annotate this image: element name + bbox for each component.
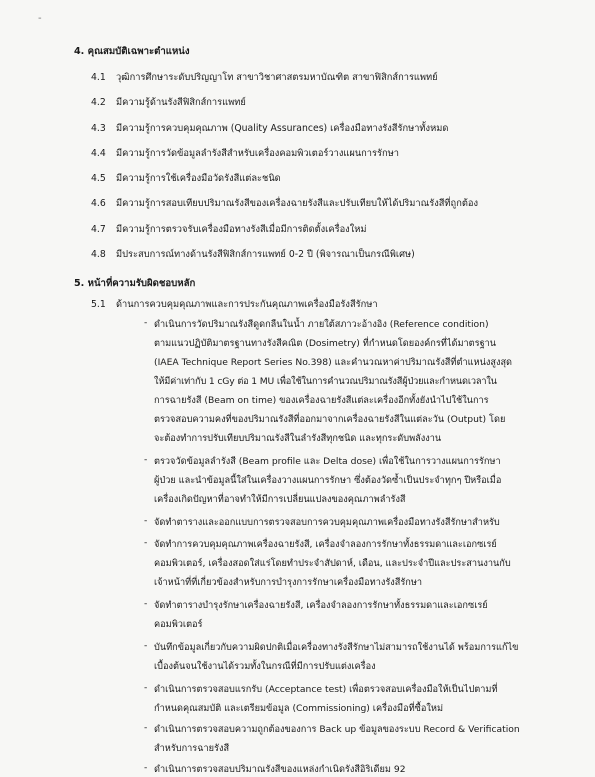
text-line: การฉายรังสี (Beam on time) ของเครื่องฉายรังสีแต่ละเครื่องอีกทั้งยังนำไปใช้ในการ — [154, 395, 489, 406]
bullet-1: - — [144, 317, 148, 328]
item-4-5: 4.5 มีความรู้การใช้เครื่องมือวัดรังสีแต่ละชนิด — [91, 173, 281, 184]
text-line: ตรวจวัดข้อมูลลำรังสี (Beam profile และ Delta dose) เพื่อใช้ในการวางแผนการรักษา — [154, 456, 501, 467]
bullet-3: - — [144, 515, 148, 526]
text-line: จัดทำตารางบำรุงรักษาเครื่องฉายรังสี, เครื่องจำลองการรักษาทั้งธรรมดาและเอกซเรย์ — [154, 600, 488, 611]
section-5-heading: 5. หน้าที่ความรับผิดชอบหลัก — [74, 278, 196, 289]
bullet-4: - — [144, 537, 148, 548]
bullet-6: - — [144, 640, 148, 651]
item-5-1: 5.1 ด้านการควบคุมคุณภาพและการประกันคุณภาพเครื่องมือรังสีรักษา — [91, 299, 378, 310]
text-line: จัดทำการควบคุมคุณภาพเครื่องฉายรังสี, เครื่องจำลองการรักษาทั้งธรรมดาและเอกซเรย์ — [154, 539, 497, 550]
text-line: ดำเนินการตรวจสอบแรกรับ (Acceptance test) เพื่อตรวจสอบเครื่องมือให้เป็นไปตามที่ — [154, 684, 498, 695]
text-line: ตรวจสอบความคงที่ของปริมาณรังสีที่ออกมาจากเครื่องฉายรังสีในแต่ละวัน (Output) โดย — [154, 414, 506, 425]
corner-mark: - — [38, 13, 42, 24]
text-line: ให้มีค่าเท่ากับ 1 cGy ต่อ 1 MU เพื่อใช้ในการคำนวณปริมาณรังสีผู้ป่วยและกำหนดเวลาใน — [154, 376, 497, 387]
text-line: (IAEA Technique Report Series No.398) และคำนวณหาค่าปริมาณรังสีที่ตำแหน่งสูงสุด — [154, 357, 513, 368]
item-4-1: 4.1 วุฒิการศึกษาระดับปริญญาโท สาขาวิชาศาสตรมหาบัณฑิต สาขาฟิสิกส์การแพทย์ — [91, 72, 438, 83]
bullet-5: - — [144, 598, 148, 609]
bullet-2: - — [144, 454, 148, 465]
text-line: ผู้ป่วย และนำข้อมูลนี้ใส่ในเครื่องวางแผนการรักษา ซึ่งต้องวัดซ้ำเป็นประจำทุกๆ ปีหรือเมื่อ — [154, 475, 502, 486]
text-line: สำหรับการฉายรังสี — [154, 743, 230, 754]
text-line: ดำเนินการวัดปริมาณรังสีดูดกลืนในน้ำ ภายใต้สภาวะอ้างอิง (Reference condition) — [154, 319, 489, 330]
text-line: จะต้องทำการปรับเทียบปริมาณรังสีในลำรังสีทุกชนิด และทุกระดับพลังงาน — [154, 433, 442, 444]
text-line: เบื้องต้นจนใช้งานได้รวมทั้งในกรณีที่มีการปรับแต่งเครื่อง — [154, 661, 376, 672]
section-4-heading: 4. คุณสมบัติเฉพาะตำแหน่ง — [74, 46, 190, 57]
item-4-6: 4.6 มีความรู้การสอบเทียบปริมาณรังสีของเครื่องฉายรังสีและปรับเทียบให้ได้ปริมาณรังสีที่ถูกต้อง — [91, 198, 478, 209]
item-4-2: 4.2 มีความรู้ด้านรังสีฟิสิกส์การแพทย์ — [91, 97, 246, 108]
text-line: กำหนดคุณสมบัติ และเตรียมข้อมูล (Commissioning) เครื่องมือที่ซื้อใหม่ — [154, 703, 444, 714]
text-line: บันทึกข้อมูลเกี่ยวกับความผิดปกติเมื่อเครื่องทางรังสีรักษาไม่สามารถใช้งานได้ พร้อมการแก้ไข — [154, 642, 519, 653]
text-line: จัดทำตารางและออกแบบการตรวจสอบการควบคุมคุณภาพเครื่องมือทางรังสีรักษาสำหรับ — [154, 517, 500, 528]
bullet-7: - — [144, 682, 148, 693]
item-4-7: 4.7 มีความรู้การตรวจรับเครื่องมือทางรังสีเมื่อมีการติดตั้งเครื่องใหม่ — [91, 224, 367, 235]
bullet-8: - — [144, 722, 148, 733]
text-line: เจ้าหน้าที่ที่เกี่ยวข้องสำหรับการบำรุงการรักษาเครื่องมือทางรังสีรักษา — [154, 577, 423, 588]
text-line: ดำเนินการตรวจสอบความถูกต้องของการ Back up ข้อมูลของระบบ Record & Verification — [154, 724, 520, 735]
item-4-4: 4.4 มีความรู้การวัดข้อมูลลำรังสีสำหรับเครื่องคอมพิวเตอร์วางแผนการรักษา — [91, 148, 399, 159]
item-4-3: 4.3 มีความรู้การควบคุมคุณภาพ (Quality Assurances) เครื่องมือทางรังสีรักษาทั้งหมด — [91, 123, 449, 134]
bullet-9: - — [144, 762, 148, 773]
item-4-8: 4.8 มีประสบการณ์ทางด้านรังสีฟิสิกส์การแพทย์ 0-2 ปี (พิจารณาเป็นกรณีพิเศษ) — [91, 249, 415, 260]
text-line: ตามแนวปฏิบัติมาตรฐานทางรังสีคณิต (Dosimetry) ที่กำหนดโดยองค์กรที่ได้มาตรฐาน — [154, 338, 497, 349]
text-line: คอมพิวเตอร์ — [154, 619, 203, 630]
text-line: ดำเนินการตรวจสอบปริมาณรังสีของแหล่งกำเนิดรังสีอิริเดียม 92 — [154, 764, 406, 775]
text-line: คอมพิวเตอร์, เครื่องสอดใส่แร่โดยทำประจำสัปดาห์, เดือน, และประจำปีและประสานงานกับ — [154, 558, 511, 569]
text-line: เครื่องเกิดปัญหาที่อาจทำให้มีการเปลี่ยนแปลงของคุณภาพลำรังสี — [154, 494, 406, 505]
